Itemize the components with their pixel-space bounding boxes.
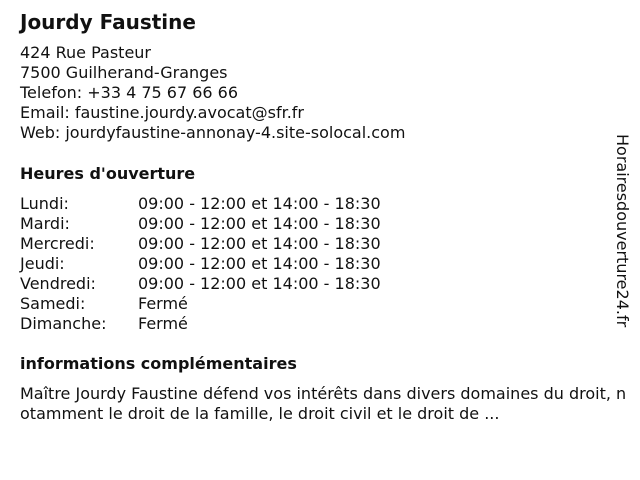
address-street: 424 Rue Pasteur [20,43,151,62]
site-watermark: Horairesdouverture24.fr [613,134,632,328]
opening-time: 09:00 - 12:00 et 14:00 - 18:30 [138,214,381,233]
hours-row [20,234,381,254]
opening-time: 09:00 - 12:00 et 14:00 - 18:30 [138,194,381,213]
opening-time: 09:00 - 12:00 et 14:00 - 18:30 [138,274,381,293]
day-label: Dimanche: [20,314,107,333]
hours-table [20,194,381,334]
opening-time: 09:00 - 12:00 et 14:00 - 18:30 [138,234,381,253]
day-label: Mardi: [20,214,70,233]
hours-heading: Heures d'ouverture [20,164,196,183]
email-address: Email: faustine.jourdy.avocat@sfr.fr [20,103,304,122]
phone-number: Telefon: +33 4 75 67 66 66 [20,83,239,102]
hours-row [20,314,381,334]
hours-row [20,274,381,294]
contact-block [20,43,405,143]
business-description: Maître Jourdy Faustine défend vos intérêts dans divers domaines du droit, notamment le droit de la famille, le droit civil et le droit de ... [20,384,627,423]
business-name: Jourdy Faustine [20,10,196,34]
address-city: 7500 Guilherand-Granges [20,63,228,82]
hours-row [20,194,381,214]
opening-time: Fermé [138,294,188,313]
day-label: Jeudi: [20,254,65,273]
opening-time: 09:00 - 12:00 et 14:00 - 18:30 [138,254,381,273]
day-label: Mercredi: [20,234,95,253]
hours-row [20,254,381,274]
day-label: Lundi: [20,194,69,213]
website-address: Web: jourdyfaustine-annonay-4.site-solocal.com [20,123,406,142]
day-label: Vendredi: [20,274,96,293]
info-heading: informations complémentaires [20,354,297,373]
hours-row [20,214,381,234]
hours-row [20,294,381,314]
day-label: Samedi: [20,294,86,313]
opening-time: Fermé [138,314,188,333]
